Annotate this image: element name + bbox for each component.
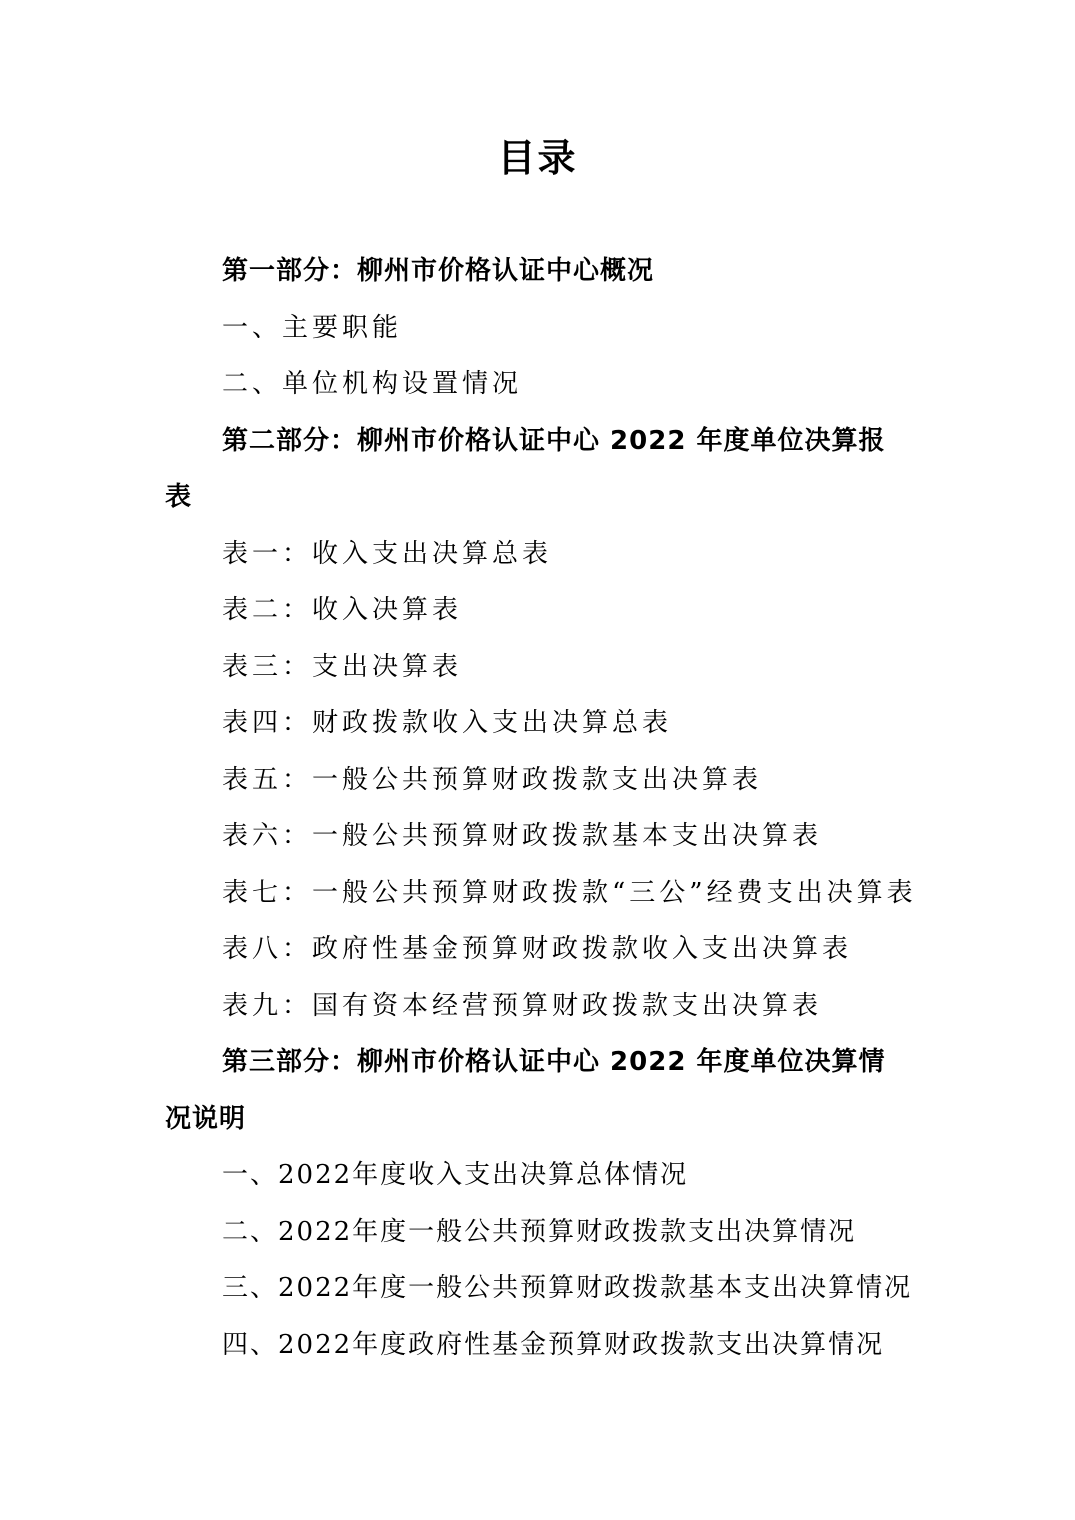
toc-part-3-heading-continued[interactable]: 况说明 xyxy=(165,1103,247,1134)
toc-item-table-8[interactable]: 表八：政府性基金预算财政拨款收入支出决算表 xyxy=(222,934,853,964)
table-of-contents xyxy=(165,243,915,1373)
toc-item-table-5[interactable]: 表五：一般公共预算财政拨款支出决算表 xyxy=(222,764,763,795)
toc-part-2-heading-continued[interactable]: 表 xyxy=(165,482,193,512)
toc-item-table-7[interactable]: 表七：一般公共预算财政拨款“三公”经费支出决算表 xyxy=(222,877,917,908)
toc-part-1-heading[interactable]: 第一部分：柳州市价格认证中心概况 xyxy=(222,256,655,286)
toc-item-org-structure[interactable]: 二、单位机构设置情况 xyxy=(222,369,523,399)
toc-item-section-2[interactable]: 二、2022年度一般公共预算财政拨款支出决算情况 xyxy=(222,1216,857,1247)
toc-item-main-functions[interactable]: 一、主要职能 xyxy=(222,312,403,343)
toc-part-2-heading[interactable]: 第二部分：柳州市价格认证中心 2022 年度单位决算报 xyxy=(222,425,886,456)
page-title: 目录 xyxy=(497,136,578,180)
toc-part-3-heading[interactable]: 第三部分：柳州市价格认证中心 2022 年度单位决算情 xyxy=(222,1047,886,1077)
toc-item-section-3[interactable]: 三、2022年度一般公共预算财政拨款基本支出决算情况 xyxy=(222,1273,913,1303)
toc-item-table-4[interactable]: 表四：财政拨款收入支出决算总表 xyxy=(222,708,673,738)
toc-item-table-3[interactable]: 表三：支出决算表 xyxy=(222,651,463,682)
toc-item-section-4[interactable]: 四、2022年度政府性基金预算财政拨款支出决算情况 xyxy=(222,1329,885,1360)
toc-item-section-1[interactable]: 一、2022年度收入支出决算总体情况 xyxy=(222,1160,689,1190)
toc-item-table-6[interactable]: 表六：一般公共预算财政拨款基本支出决算表 xyxy=(222,821,823,851)
toc-item-table-2[interactable]: 表二：收入决算表 xyxy=(222,595,463,625)
toc-item-table-1[interactable]: 表一：收入支出决算总表 xyxy=(222,538,553,569)
toc-item-table-9[interactable]: 表九：国有资本经营预算财政拨款支出决算表 xyxy=(222,990,823,1021)
